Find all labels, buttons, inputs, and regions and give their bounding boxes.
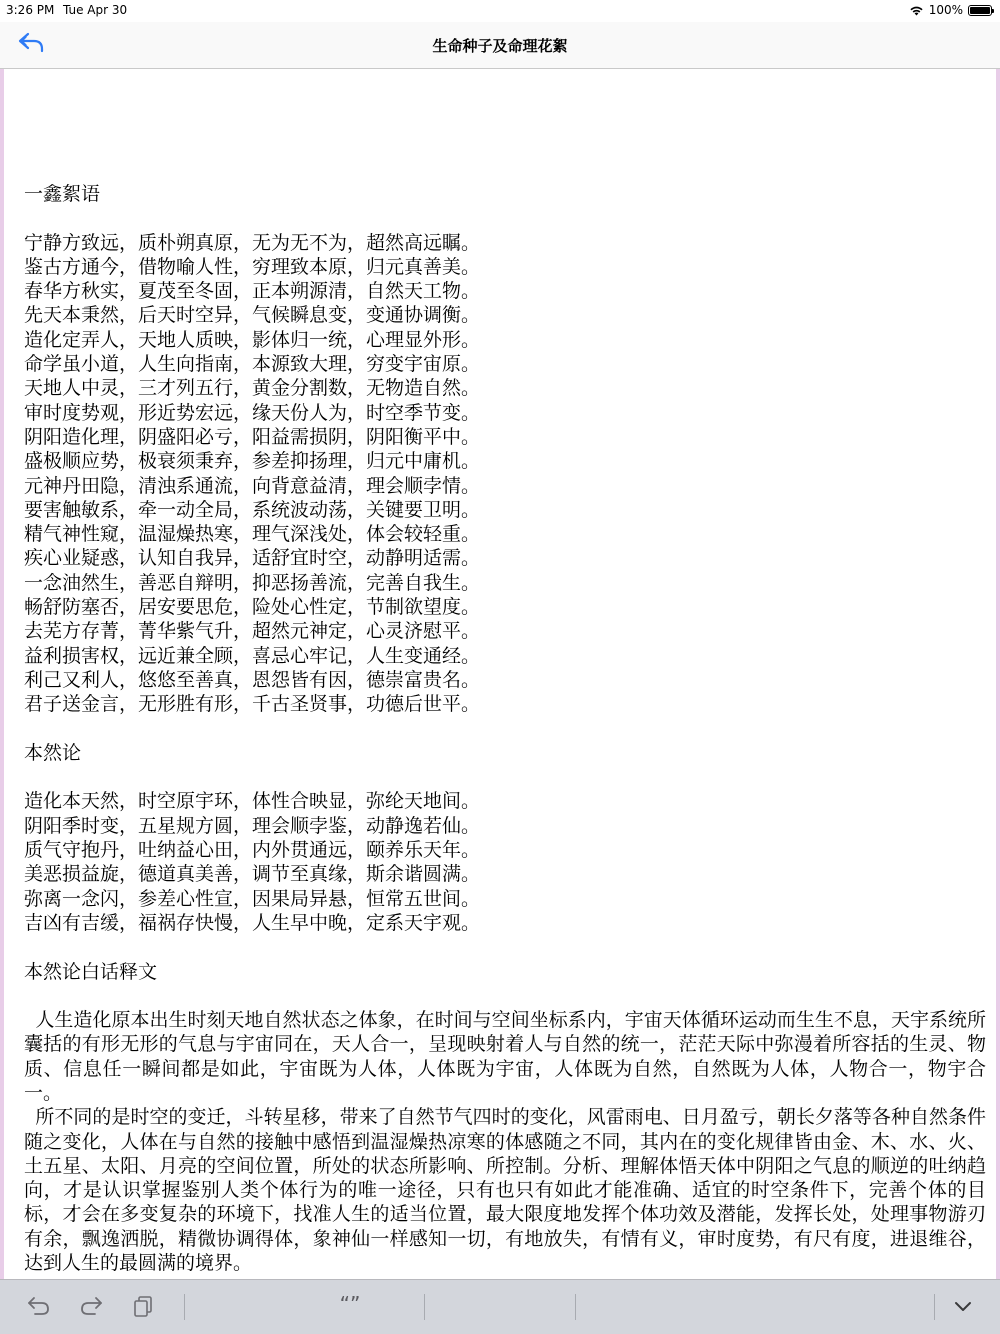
verse-line: 吉凶有吉缓，福祸存快慢，人生早中晚，定系天宇观。: [24, 911, 481, 934]
verse-line: 弥离一念闪，参差心性宣，因果局异悬，恒常五世间。: [24, 887, 481, 910]
right-edge-border: [996, 69, 1000, 1280]
verse-list: [24, 789, 986, 935]
document-body: [24, 182, 986, 1275]
section-commentary: [24, 960, 986, 1276]
status-bar: [0, 0, 1000, 22]
document-view[interactable]: [0, 69, 1000, 1280]
divider: [575, 1294, 576, 1320]
battery-icon: [968, 5, 992, 16]
verse-line: 先天本秉然，后天时空异，气候瞬息变，变通协调衡。: [24, 304, 481, 327]
verse-line: 一念油然生，善恶自辩明，抑恶扬善流，完善自我生。: [24, 571, 481, 594]
verse-line: 造化本天然，时空原宇环，体性合映显，弥纶天地间。: [24, 790, 481, 813]
section-poem-2: [24, 741, 986, 935]
chevron-down-icon: [950, 1294, 976, 1318]
divider: [934, 1294, 935, 1320]
verse-line: 宁静方致远，质朴朔真原，无为无不为，超然高远瞩。: [24, 231, 481, 254]
paste-button[interactable]: [131, 1294, 159, 1320]
verse-line: 美恶损益旋，德道真美善，调节至真缘，斯余谐圆满。: [24, 863, 481, 886]
verse-line: 天地人中灵，三才列五行，黄金分割数，无物造自然。: [24, 377, 481, 400]
left-edge-border: [0, 69, 4, 1280]
clipboard-icon: [131, 1294, 157, 1318]
status-time: 3:26 PM: [6, 3, 55, 17]
divider: [424, 1294, 425, 1320]
verse-line: 精气神性窥，温湿燥热寒，理气深浅处，体会较轻重。: [24, 523, 481, 546]
wifi-icon: [909, 5, 924, 16]
undo-icon: [26, 1294, 52, 1318]
verse-list: [24, 231, 986, 717]
page-title: 生命种子及命理花絮: [432, 37, 568, 55]
navigation-bar: [0, 22, 1000, 69]
verse-line: 造化定弄人，天地人质映，影体归一统，心理显外形。: [24, 328, 481, 351]
verse-line: 阴阳造化理，阴盛阳必亏，阳益需损阴，阴阳衡平中。: [24, 425, 481, 448]
verse-line: 要害触敏系，牵一动全局，系统波动荡，关键要卫明。: [24, 498, 481, 521]
verse-line: 畅舒防塞否，居安要思危，险处心性定，节制欲望度。: [24, 596, 481, 619]
undo-button[interactable]: [26, 1294, 54, 1320]
verse-line: 元神丹田隐，清浊系通流，向背意益清，理会顺孛情。: [24, 474, 481, 497]
battery-percent: 100%: [928, 3, 963, 17]
verse-line: 春华方秋实，夏茂至冬固，正本朔源清，自然天工物。: [24, 280, 481, 303]
status-date: Tue Apr 30: [63, 3, 128, 17]
verse-line: 质气守抱丹，吐纳益心田，内外贯通远，颐养乐天年。: [24, 839, 481, 862]
divider: [184, 1294, 185, 1320]
verse-line: 去芜方存菁，菁华紫气升，超然元神定，心灵济慰平。: [24, 620, 481, 643]
keyboard-shortcut-bar: [0, 1279, 1000, 1334]
redo-icon: [78, 1294, 104, 1318]
verse-line: 命学虽小道，人生向指南，本源致大理，穷变宇宙原。: [24, 353, 481, 376]
verse-line: 审时度势观，形近势宏远，缘天份人为，时空季节变。: [24, 401, 481, 424]
section-title: 一鑫絮语: [24, 183, 101, 205]
status-indicators: [909, 3, 992, 17]
verse-line: 益利损害权，远近兼全顾，喜忌心牢记，人生变通经。: [24, 644, 481, 667]
redo-button[interactable]: [78, 1294, 106, 1320]
verse-line: 盛极顺应势，极衰须秉弃，参差抑扬理，归元中庸机。: [24, 450, 481, 473]
section-poem-1: [24, 182, 986, 717]
dismiss-keyboard-button[interactable]: [950, 1294, 978, 1320]
section-title: 本然论白话释文: [24, 960, 158, 983]
verse-line: 君子送金言，无形胜有形，千古圣贤事，功德后世平。: [24, 693, 481, 716]
paragraph: 所不同的是时空的变迁，斗转星移，带来了自然节气四时的变化，风雷雨电、日月盈亏，朝长夕落等各种自然条件随之变化，人体在与自然的接触中感悟到温湿燥热凉寒的体感随之不同，其内在的变化规律皆由金、木、水、火、土五星、太阳、月亮的空间位置，所处的状态所影响、所控制。分析、理解体悟天体中阴阳之气息的顺逆的吐纳趋向，才是认识掌握鉴别人类个体行为的唯一途径，只有也只有如此才能准确、适宜的时空条件下，完善个体的目标，才会在多变复杂的环境下，找准人生的适当位置，最大限度地发挥个体功效及潜能，发挥长处，处理事物游刃有余，飘逸洒脱，精微协调得体，象神仙一样感知一切，有地放失，有情有义，审时度势，有尺有度，进退维谷，达到人生的最圆满的境界。: [24, 1106, 986, 1275]
verse-line: 鉴古方通今，借物喻人性，穷理致本原，归元真善美。: [24, 255, 481, 278]
verse-line: 利己又利人，悠悠至善真，恩怨皆有因，德崇富贵名。: [24, 668, 481, 691]
paragraph: 人生造化原本出生时刻天地自然状态之体象，在时间与空间坐标系内，宇宙天体循环运动而生生不息，天宇系统所囊括的有形无形的气息与宇宙同在，天人合一，呈现映射着人与自然的统一，茫茫天际中弥漫着所容括的生灵、物质、信息任一瞬间都是如此，宇宙既为人体，人体既为宇宙，人体既为自然，自然既为人体，人物合一，物宇合一。: [24, 1009, 986, 1104]
verse-line: 阴阳季时变，五星规方圆，理会顺孛鉴，动静逸若仙。: [24, 814, 481, 837]
verse-line: 疾心业疑惑，认知自我异，适舒宜时空，动静明适需。: [24, 547, 481, 570]
section-title: 本然论: [24, 741, 82, 764]
quote-button[interactable]: “”: [339, 1292, 361, 1316]
